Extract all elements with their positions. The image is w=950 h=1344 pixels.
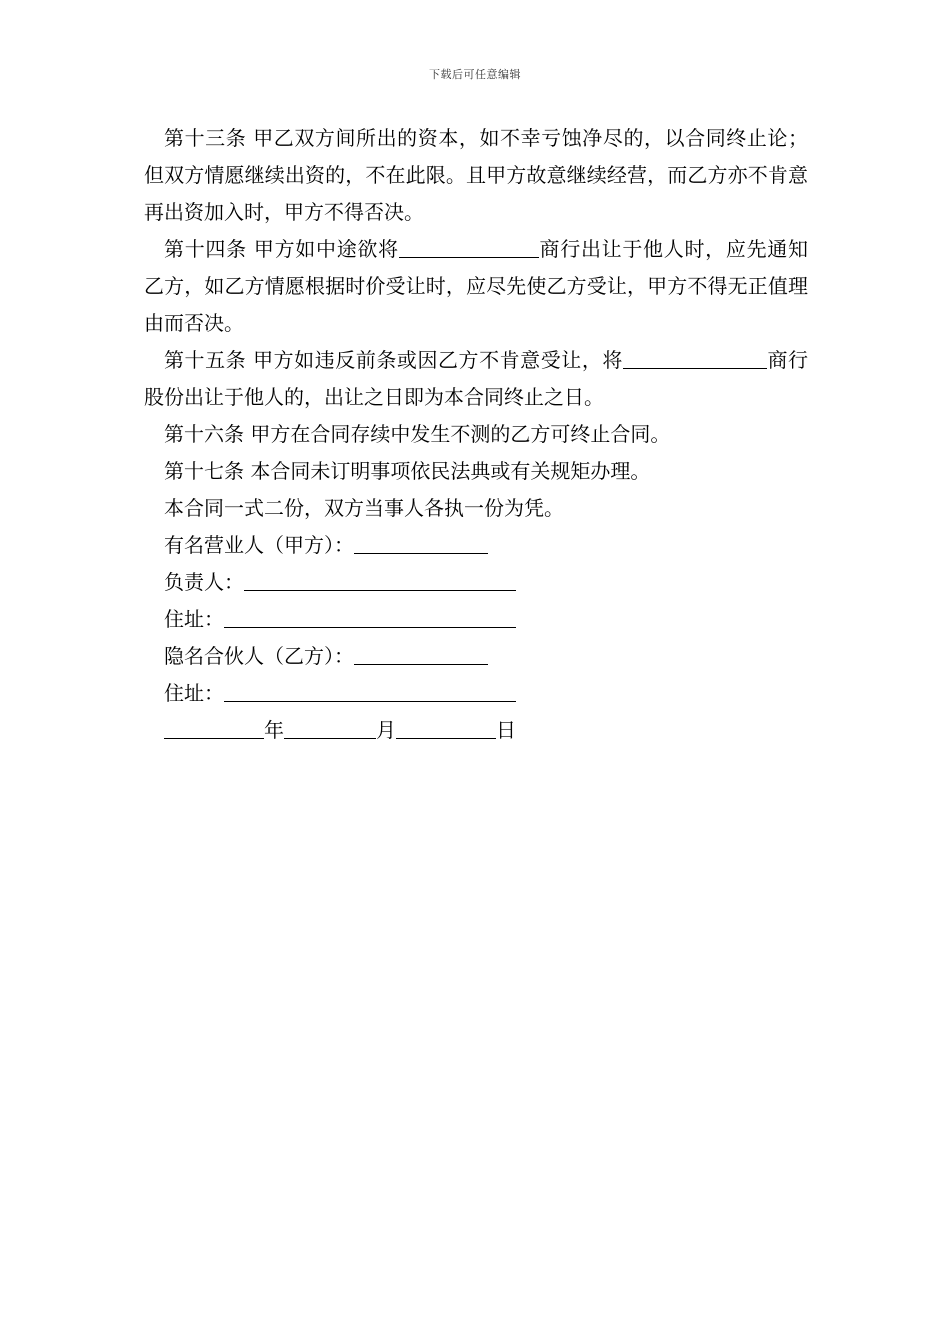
responsible-blank[interactable]	[244, 568, 516, 591]
party-b-line	[144, 638, 808, 675]
address-a-label: 住址：	[164, 607, 224, 631]
article-17: 第十七条 本合同未订明事项依民法典或有关规矩办理。	[164, 459, 651, 483]
address-b-line	[144, 675, 808, 712]
date-line	[144, 712, 808, 749]
address-a-line	[144, 601, 808, 638]
year-label: 年	[264, 718, 284, 742]
party-a-label: 有名营业人（甲方）：	[164, 533, 354, 557]
article-16: 第十六条 甲方在合同存续中发生不测的乙方可终止合同。	[164, 422, 671, 446]
month-blank[interactable]	[284, 716, 376, 739]
party-b-label: 隐名合伙人（乙方）：	[164, 644, 354, 668]
article-13: 第十三条 甲乙双方间所出的资本，如不幸亏蚀净尽的，以合同终止论；但双方情愿继续出资的，不在此限。且甲方故意继续经营，而乙方亦不肯意再出资加入时，甲方不得否决。	[144, 126, 808, 224]
copies-clause: 本合同一式二份，双方当事人各执一份为凭。	[164, 496, 564, 520]
article-15-text-start: 第十五条 甲方如违反前条或因乙方不肯意受让，将	[164, 348, 623, 372]
day-blank[interactable]	[396, 716, 496, 739]
company-name-blank[interactable]	[399, 235, 539, 258]
article-14-text-start: 第十四条 甲方如中途欲将	[164, 237, 399, 261]
address-b-label: 住址：	[164, 681, 224, 705]
contract-body	[144, 120, 808, 749]
year-blank[interactable]	[164, 716, 264, 739]
party-a-line	[144, 527, 808, 564]
day-label: 日	[496, 718, 516, 742]
article-14-text-end: 商行出让于他人时，应先通知乙方，如乙方情愿根据时价受让时，应尽先使乙方受让，甲方不得无正值理由而否决。	[144, 237, 809, 335]
article-15	[144, 342, 808, 416]
responsible-label: 负责人：	[164, 570, 244, 594]
address-a-blank[interactable]	[224, 605, 516, 628]
party-b-blank[interactable]	[354, 642, 488, 665]
month-label: 月	[376, 718, 396, 742]
responsible-line	[144, 564, 808, 601]
party-a-blank[interactable]	[354, 531, 488, 554]
article-15-text-end: 商行股份出让于他人的，出让之日即为本合同终止之日。	[144, 348, 809, 409]
company-shares-blank[interactable]	[623, 346, 767, 369]
article-14	[144, 231, 808, 342]
address-b-blank[interactable]	[224, 679, 516, 702]
header-note: 下载后可任意编辑	[429, 68, 521, 81]
